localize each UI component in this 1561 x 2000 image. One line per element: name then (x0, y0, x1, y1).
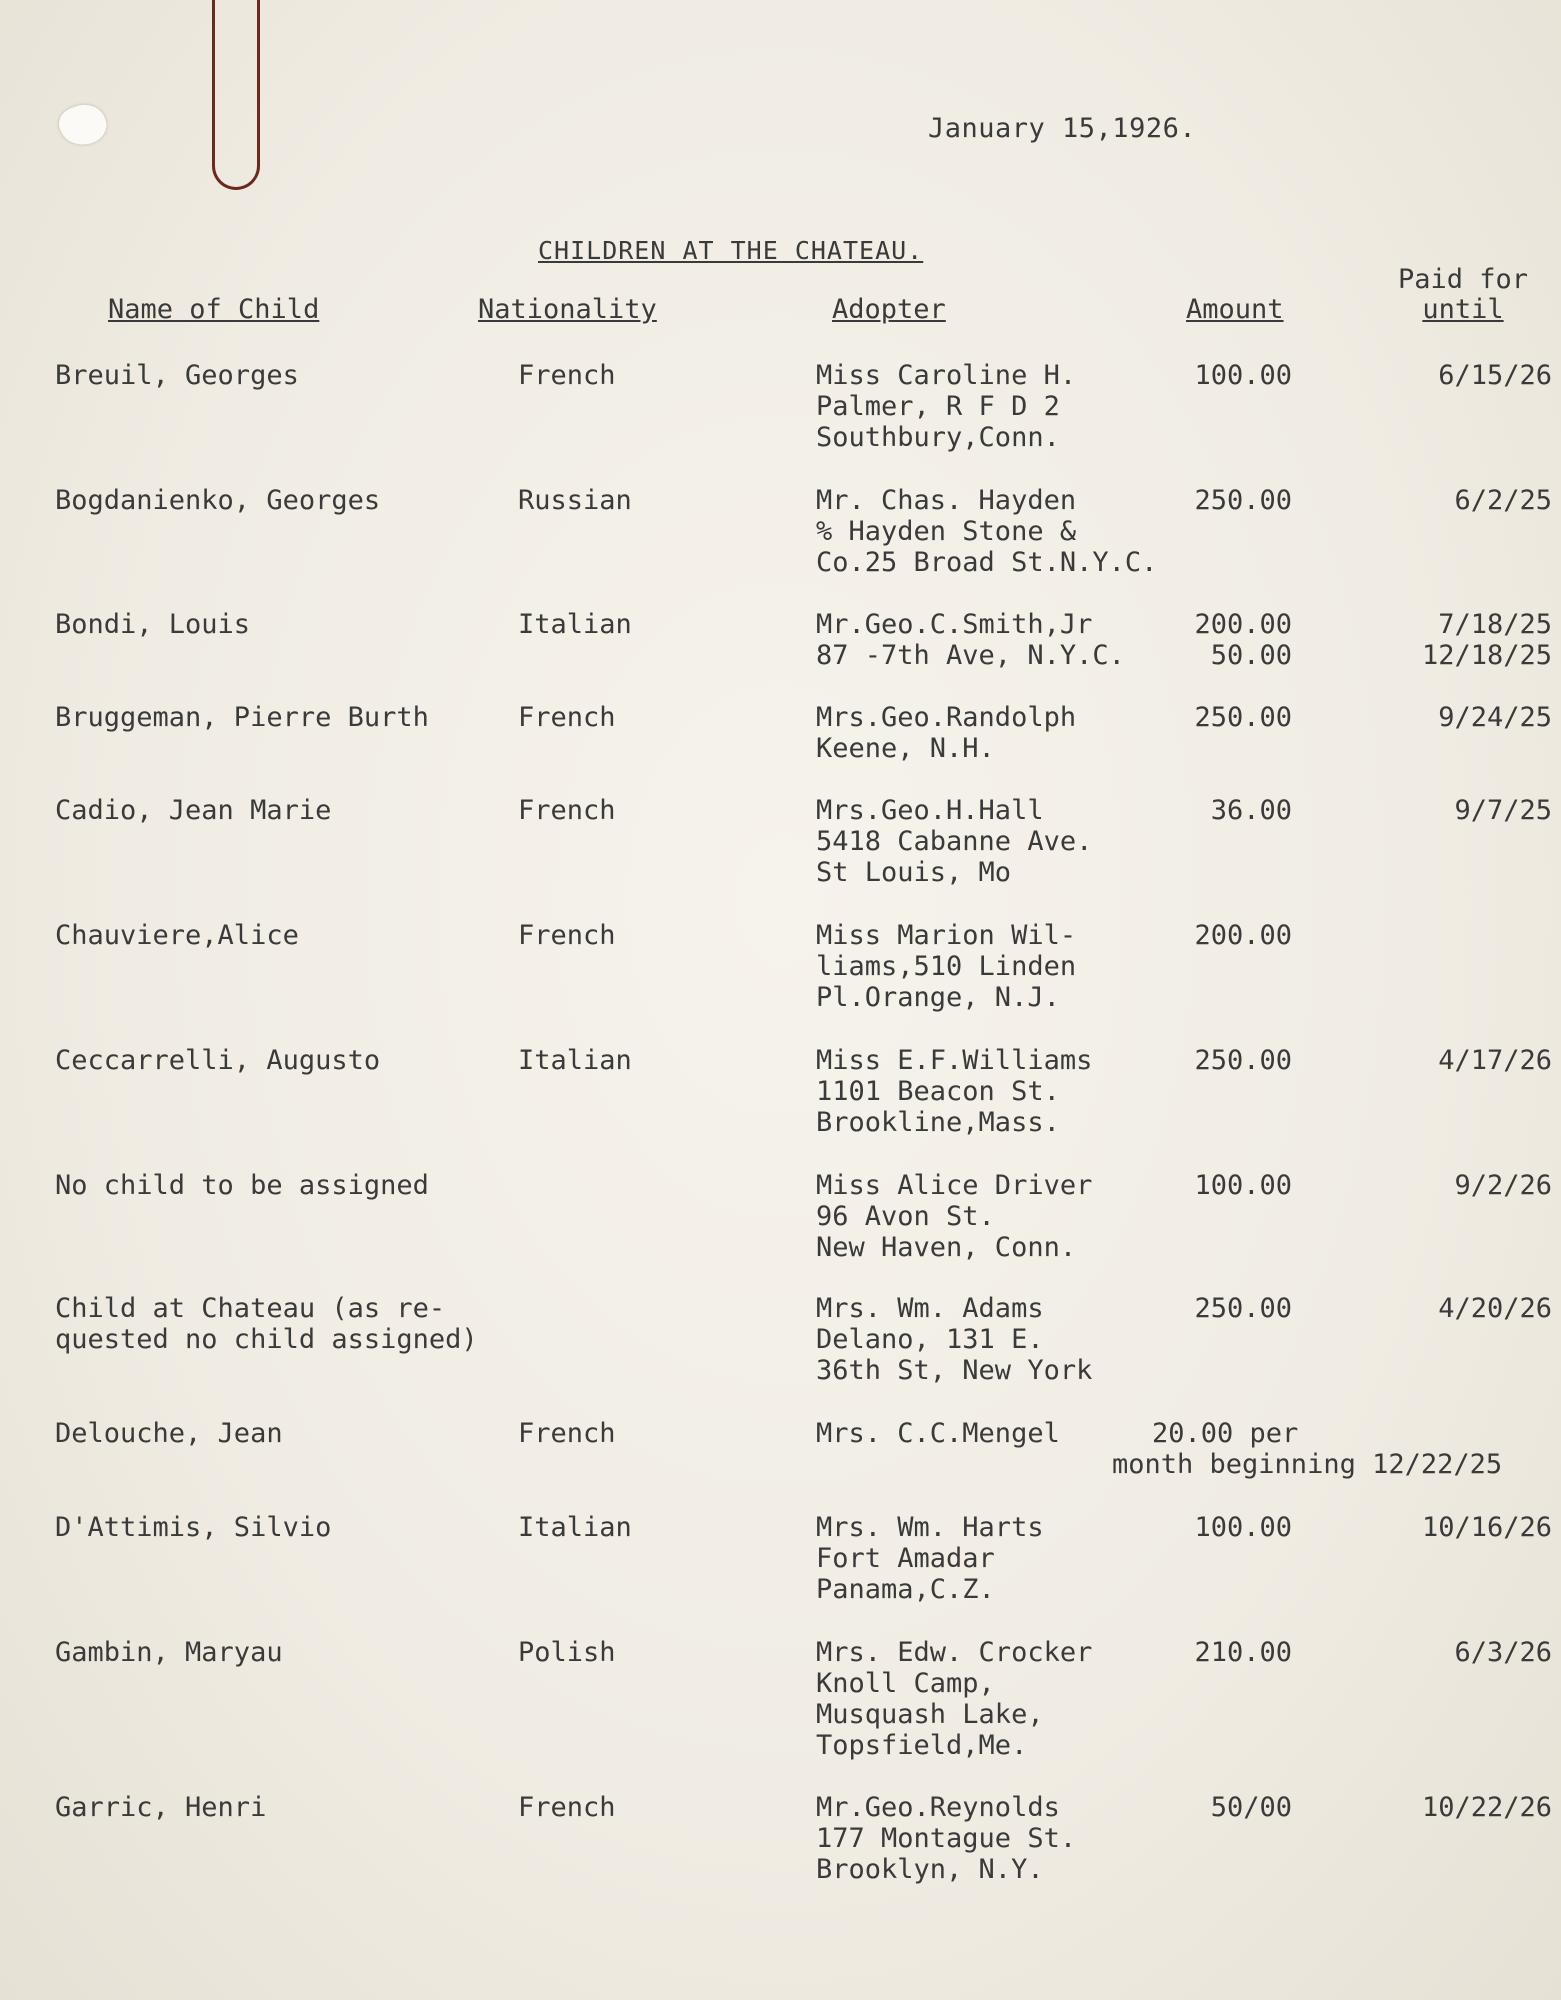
torn-corner (55, 98, 112, 151)
child-name: Delouche, Jean (55, 1418, 283, 1449)
child-nationality: French (518, 920, 616, 951)
adopter-line: Palmer, R F D 2 (816, 391, 1060, 422)
adopter-line: Miss E.F.Williams (816, 1045, 1093, 1076)
amount-value: 200.00 (1194, 920, 1292, 951)
adopter-line: liams,510 Linden (816, 951, 1077, 982)
paid-until-date: 10/22/26 (1421, 1792, 1552, 1823)
adopter-line: Southbury,Conn. (816, 422, 1060, 453)
paid-until-date: 6/15/26 (1438, 360, 1552, 391)
adopter-line: Co.25 Broad St.N.Y.C. (816, 547, 1158, 578)
child-nationality: Italian (518, 1045, 632, 1076)
adopter-line: Mr.Geo.Reynolds (816, 1792, 1060, 1823)
paid-until-date: 4/20/26 (1438, 1293, 1552, 1324)
amount-value: 100.00 (1194, 1512, 1292, 1543)
amount-value: 50/00 (1210, 1792, 1292, 1823)
adopter-line: Mrs. C.C.Mengel (816, 1418, 1060, 1449)
adopter-line: Mr. Chas. Hayden (816, 485, 1077, 516)
child-name: Child at Chateau (as re- quested no child assigned) (55, 1293, 478, 1355)
child-nationality: Italian (518, 609, 632, 640)
adopter-line: Topsfield,Me. (816, 1730, 1028, 1761)
child-nationality: Russian (518, 485, 632, 516)
adopter-line: New Haven, Conn. (816, 1232, 1077, 1263)
amount-value: 50.00 (1210, 640, 1292, 671)
amount-value: 250.00 (1194, 1045, 1292, 1076)
amount-value: 100.00 (1194, 360, 1292, 391)
amount-value: 20.00 per (1152, 1418, 1299, 1449)
header-name: Name of Child (108, 294, 320, 325)
payment-note: month beginning 12/22/25 (1112, 1449, 1503, 1480)
paid-until-date: 4/17/26 (1438, 1045, 1552, 1076)
adopter-line: Keene, N.H. (816, 733, 995, 764)
adopter-line: Miss Marion Wil- (816, 920, 1077, 951)
child-nationality: Italian (518, 1512, 632, 1543)
paid-until-date: 9/2/26 (1454, 1170, 1552, 1201)
adopter-line: Mr.Geo.C.Smith,Jr (816, 609, 1093, 640)
adopter-line: St Louis, Mo (816, 857, 1012, 888)
adopter-line: Panama,C.Z. (816, 1574, 995, 1605)
adopter-line: % Hayden Stone & (816, 516, 1077, 547)
child-nationality: French (518, 1792, 616, 1823)
adopter-line: Miss Caroline H. (816, 360, 1077, 391)
child-nationality: French (518, 702, 616, 733)
child-name: Bondi, Louis (55, 609, 251, 640)
amount-value: 200.00 (1194, 609, 1292, 640)
amount-value: 210.00 (1194, 1637, 1292, 1668)
child-name: Chauviere,Alice (55, 920, 299, 951)
document-title: CHILDREN AT THE CHATEAU. (538, 236, 924, 265)
amount-value: 36.00 (1210, 795, 1292, 826)
adopter-line: Musquash Lake, (816, 1699, 1044, 1730)
child-nationality: French (518, 1418, 616, 1449)
amount-value: 250.00 (1194, 702, 1292, 733)
adopter-line: Mrs. Wm. Adams (816, 1293, 1044, 1324)
amount-value: 250.00 (1194, 485, 1292, 516)
adopter-line: Delano, 131 E. (816, 1324, 1044, 1355)
adopter-line: Pl.Orange, N.J. (816, 982, 1060, 1013)
header-paid-line1: Paid for (1397, 264, 1529, 295)
adopter-line: Mrs. Edw. Crocker (816, 1637, 1093, 1668)
adopter-line: Mrs.Geo.H.Hall (816, 795, 1044, 826)
adopter-line: Mrs.Geo.Randolph (816, 702, 1077, 733)
header-amount: Amount (1186, 294, 1284, 325)
adopter-line: 36th St, New York (816, 1355, 1093, 1386)
paid-until-date: 9/7/25 (1454, 795, 1552, 826)
adopter-line: Knoll Camp, (816, 1668, 995, 1699)
child-name: D'Attimis, Silvio (55, 1512, 332, 1543)
adopter-line: Mrs. Wm. Harts (816, 1512, 1044, 1543)
paid-until-date: 6/2/25 (1454, 485, 1552, 516)
amount-value: 100.00 (1194, 1170, 1292, 1201)
document-date: January 15,1926. (928, 113, 1197, 144)
child-name: No child to be assigned (55, 1170, 429, 1201)
child-name: Breuil, Georges (55, 360, 299, 391)
header-nationality: Nationality (478, 294, 657, 325)
paid-until-date: 12/18/25 (1421, 640, 1552, 671)
adopter-line: Fort Amadar (816, 1543, 995, 1574)
paid-until-date: 6/3/26 (1454, 1637, 1552, 1668)
child-name: Bruggeman, Pierre Burth (55, 702, 429, 733)
child-nationality: French (518, 795, 616, 826)
adopter-line: 87 -7th Ave, N.Y.C. (816, 640, 1125, 671)
header-paid-line2: until (1422, 294, 1504, 325)
adopter-line: 1101 Beacon St. (816, 1076, 1060, 1107)
child-name: Bogdanienko, Georges (55, 485, 381, 516)
paid-until-date: 7/18/25 (1438, 609, 1552, 640)
amount-value: 250.00 (1194, 1293, 1292, 1324)
adopter-line: Miss Alice Driver (816, 1170, 1093, 1201)
paid-until-date: 9/24/25 (1438, 702, 1552, 733)
child-nationality: Polish (518, 1637, 616, 1668)
child-name: Gambin, Maryau (55, 1637, 283, 1668)
adopter-line: 177 Montague St. (816, 1823, 1077, 1854)
child-name: Garric, Henri (55, 1792, 267, 1823)
adopter-line: 5418 Cabanne Ave. (816, 826, 1093, 857)
child-nationality: French (518, 360, 616, 391)
paper-clip-icon (212, 0, 260, 190)
child-name: Ceccarrelli, Augusto (55, 1045, 381, 1076)
adopter-line: Brooklyn, N.Y. (816, 1854, 1044, 1885)
adopter-line: 96 Avon St. (816, 1201, 995, 1232)
adopter-line: Brookline,Mass. (816, 1107, 1060, 1138)
paid-until-date: 10/16/26 (1421, 1512, 1552, 1543)
header-adopter: Adopter (832, 294, 946, 325)
child-name: Cadio, Jean Marie (55, 795, 332, 826)
